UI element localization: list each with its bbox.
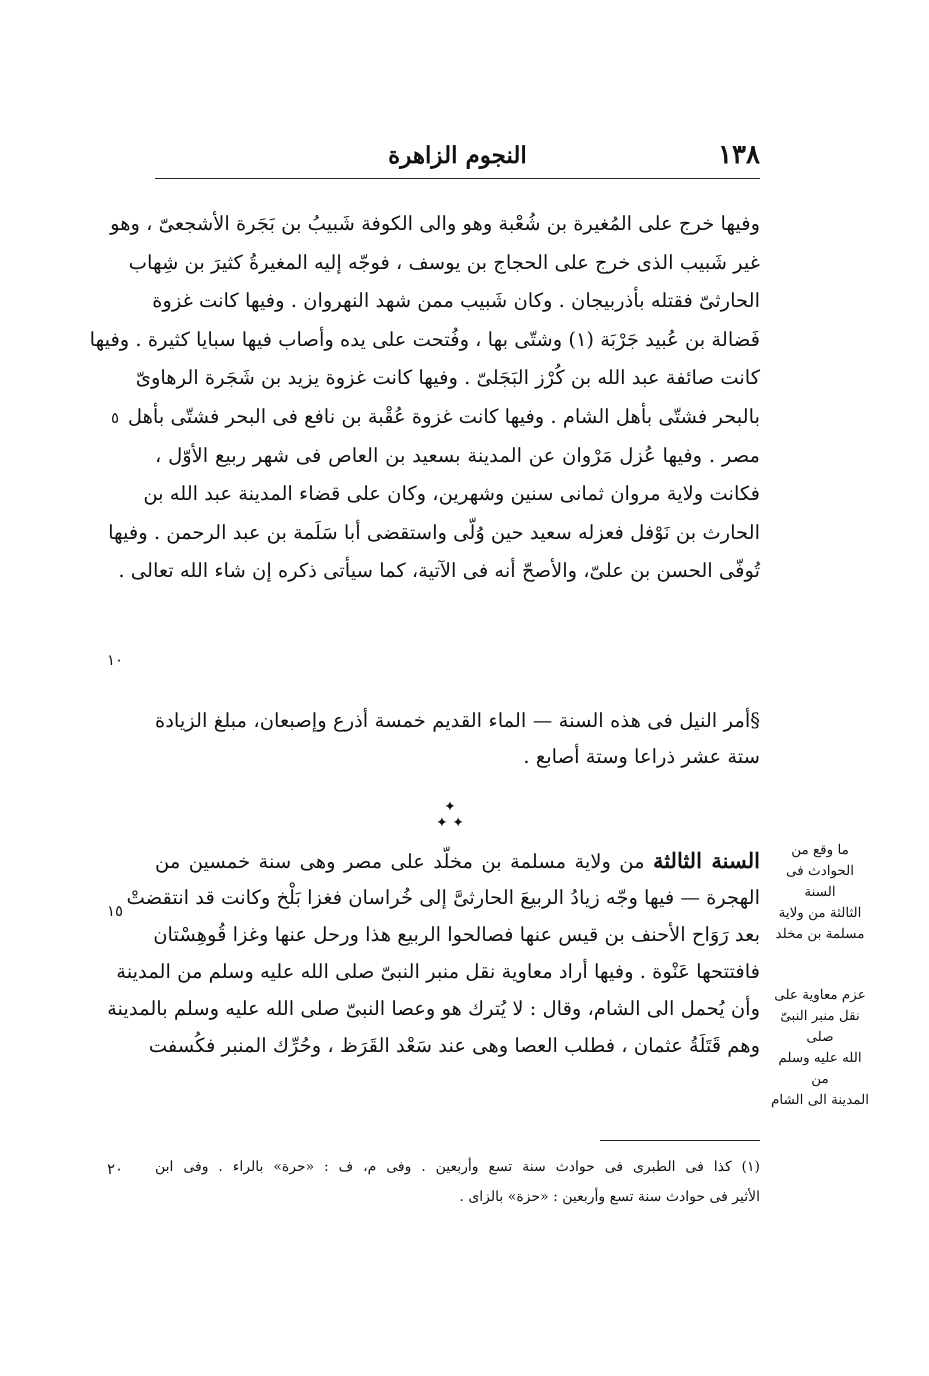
side-note-line: مسلمة بن مخلد	[775, 926, 865, 942]
ornament-top: ✦	[444, 799, 456, 815]
side-note-line: الحوادث فى السنة	[785, 863, 855, 900]
text-line: فافتتحها عَنْوة . وفيها أراد معاوية نقل منبر النبىّ صلى الله عليه وسلم من المدينة	[116, 960, 760, 983]
text-line: تُوفّى الحسن بن علىّ، والأصحّ أنه فى الآتية، كما سيأتى ذكره إن شاء الله تعالى .	[118, 559, 760, 583]
footnotes	[155, 1152, 760, 1212]
text-line: §أمر النيل فى هذه السنة — الماء القديم خمسة أذرع وإصبعان، مبلغ الزيادة	[155, 709, 760, 732]
line-number: ٥	[110, 409, 120, 427]
text-line	[155, 842, 760, 879]
text-line: فَضالة بن عُبيد جَرْبَة (١) وشتّى بها ، وفُتحت على يده وأصاب فيها سبايا كثيرة . وفيها	[89, 327, 760, 351]
line-number: ٢٠	[106, 1160, 124, 1178]
header-rule	[155, 178, 760, 179]
section-heading: السنة الثالثة	[652, 848, 760, 873]
text-line: ستة عشر ذراعا وستة أصابع .	[523, 745, 760, 768]
text-line: كانت صائفة عبد الله بن كُرْز البَجَلىّ . وفيها كانت غزوة يزيد بن شَجَرة الرهاوىّ	[135, 366, 760, 390]
text-line: الحارثىّ فقتله بأذربيجان . وكان شَبيب ممن شهد النهروان . وفيها كانت غزوة	[152, 289, 760, 313]
side-note-minbar	[770, 985, 870, 1111]
text-line: الحارث بن نَوْفل فعزله سعيد حين وُلّى واستقضى أبا سَلَمة بن عبد الرحمن . وفيها	[108, 520, 760, 544]
page-header	[155, 140, 760, 180]
side-note-line: ما وقع من	[791, 842, 849, 858]
line-number: ١٥	[106, 902, 124, 920]
footnote-line: الأثير فى حوادث سنة تسع وأربعين : «حزة» بالزاى .	[459, 1189, 760, 1205]
text-line: بعد رَوَاح الأحنف بن قيس عنها فصالحوا الربيع هذا ورحل عنها وغزا قُوهِسْتان	[153, 923, 760, 946]
side-note-line: المدينة الى الشام	[771, 1092, 869, 1108]
text-line: وأن يُحمل الى الشام، وقال : لا يُترك هو وعصا النبىّ صلى الله عليه وسلم بالمدينة	[107, 997, 760, 1020]
text-line: فكانت ولاية مروان ثمانى سنين وشهرين، وكان على قضاء المدينة عبد الله بن	[143, 482, 760, 506]
text-line: مصر . وفيها عُزل مَرْوان عن المدينة بسعيد بن العاص فى شهر ربيع الأوّل ،	[155, 443, 760, 467]
text-line: الهجرة — فيها وجّه زيادُ الربيعَ الحارثىَّ إلى خُراسان فغزا بَلْخ وكانت قد انتقضتْ	[126, 886, 760, 909]
text-line: وفيها خرج على المُغيرة بن شُعْبة وهو والى الكوفة شَبيبُ بن بَجَرة الأشجعىّ ، وهو	[110, 212, 760, 235]
side-note-events	[770, 840, 870, 945]
side-note-line: عزم معاوية على	[774, 987, 866, 1003]
footnote-line: (١) كذا فى الطبرى فى حوادث سنة تسع وأربعين . وفى م، ف : «حرة» بالراء . وفى ابن	[155, 1159, 760, 1175]
text-span: من ولاية مسلمة بن مخلّد على مصر وهى سنة خمسين من	[155, 850, 653, 873]
text-line: غير شَبيب الذى خرج على الحجاج بن يوسف ، فوجّه إليه المغيرةُ كثيرَ بن شِهاب	[128, 250, 760, 274]
main-paragraph-1	[89, 205, 760, 591]
page-number: ١٣٨	[718, 140, 760, 170]
footnote-rule	[600, 1140, 760, 1141]
text-line: بالبحر فشتّى بأهل الشام . وفيها كانت غزوة عُقْبة بن نافع فى البحر فشتّى بأهل	[127, 404, 760, 428]
side-note-line: الثالثة من ولاية	[778, 905, 862, 921]
nile-paragraph	[155, 703, 760, 775]
side-note-line: نقل منبر النبىّ صلى	[780, 1008, 860, 1045]
ornament-bottom: ✦ ✦	[436, 815, 464, 831]
section-ornament	[420, 800, 480, 832]
running-title: النجوم الزاهرة	[388, 142, 527, 169]
side-note-line: الله عليه وسلم من	[778, 1050, 862, 1087]
line-number: ١٠	[106, 651, 124, 669]
text-line: وهم قَتَلَةُ عثمان ، فطلب العصا وهى عند سَعْد القَرَظ ، وحُرِّك المنبر فكُسفت	[148, 1034, 760, 1057]
